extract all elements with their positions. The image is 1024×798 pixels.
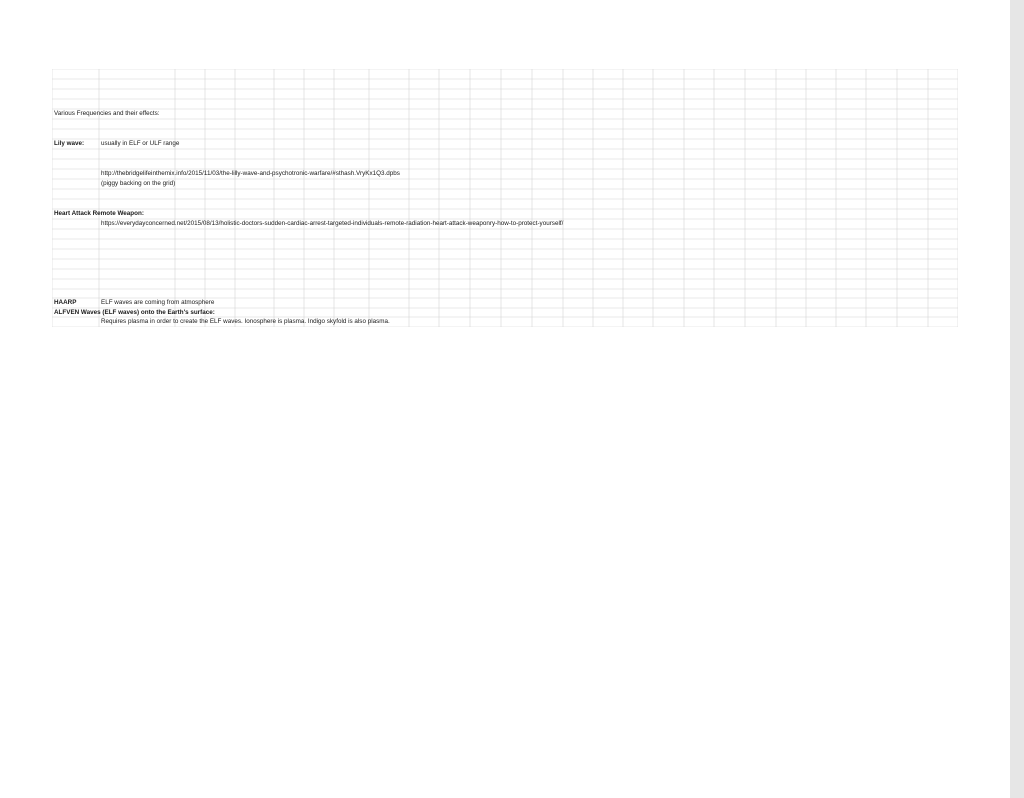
cell-haarp-label: HAARP [54, 299, 77, 306]
cell-alfven-value: Requires plasma in order to create the ELF waves. Ionosphere is plasma. Indigo skyfold is also plasma. [101, 318, 390, 325]
cell-heart-attack-label: Heart Attack Remote Weapon: [54, 210, 144, 217]
cell-layer [52, 69, 958, 327]
cell-haarp-value: ELF waves are coming from atmosphere [101, 299, 215, 306]
spreadsheet-grid [52, 69, 958, 327]
cell-piggy-backing: (piggy backing on the grid) [101, 180, 176, 187]
cell-lily-wave-value: usually in ELF or ULF range [101, 140, 180, 147]
cell-alfven-label: ALFVEN Waves (ELF waves) onto the Earth's surface: [54, 309, 215, 316]
cell-lily-wave-label: Lily wave: [54, 140, 85, 147]
cell-various-frequencies: Various Frequencies and their effects: [54, 110, 160, 117]
cell-heart-attack-url: https://everydayconcerned.net/2015/08/13/holistic-doctors-sudden-cardiac-arrest-targeted-individuals-remote-radiation-heart-attack-weaponry-how-to-protect-yourself/ [101, 220, 564, 227]
cell-lily-wave-url: http://thebridgelifeinthemix.info/2015/11/03/the-lilly-wave-and-psychotronic-warfare/#sthash.VryKx1Q3.dpbs [101, 170, 400, 177]
page-edge-strip [1010, 0, 1024, 798]
